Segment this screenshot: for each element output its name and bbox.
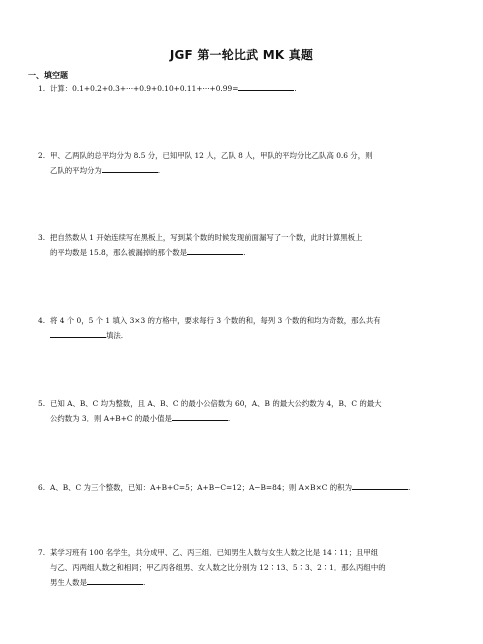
question-text: 将 4 个 0，5 个 1 填入 3×3 的方格中，要求每行 3 个数的和，每列 3 个数的和均为奇数，那么共有 (50, 316, 381, 325)
question-number: 7. (38, 548, 46, 557)
question-suffix: . (142, 578, 146, 587)
answer-blank[interactable] (87, 575, 146, 587)
question-text: 甲、乙两队的总平均分为 8.5 分，已知甲队 12 人，乙队 8 人，甲队的平均分比乙队高 0.6 分，则 (50, 151, 373, 160)
question-4 (38, 313, 448, 343)
answer-blank[interactable] (102, 163, 161, 175)
question-5 (38, 396, 448, 426)
question-text: 的平均数是 15.8，那么被漏掉的那个数是 (50, 248, 188, 257)
document-title: JGF 第一轮比武 MK 真题 (169, 48, 314, 62)
question-text: 把自然数从 1 开始连续写在黑板上，写到某个数的时候发现前面漏写了一个数，此时计算黑板上 (50, 233, 363, 242)
question-suffix: 填法. (106, 331, 124, 340)
question-number: 3. (38, 233, 46, 242)
question-text: 与乙、丙两组人数之和相同；甲乙丙各组男、女人数之比分别为 12∶13、5∶3、2∶1．那么丙组中的 (50, 563, 386, 572)
question-text: 某学习班有 100 名学生，共分成甲、乙、丙三组．已知男生人数与女生人数之比是 14∶11；且甲组 (50, 548, 379, 557)
question-3 (38, 230, 448, 260)
answer-blank[interactable] (352, 480, 411, 492)
question-text: 已知 A、B、C 均为整数，且 A、B、C 的最小公倍数为 60，A、B 的最大公约数为 4，B、C 的最大 (50, 399, 382, 408)
question-number: 6. (38, 483, 46, 492)
question-number: 1. (38, 84, 46, 93)
question-suffix: . (157, 166, 161, 175)
question-2 (38, 148, 448, 178)
question-text: 男生人数是 (50, 578, 87, 587)
question-text: 公约数为 3．则 A+B+C 的最小值是 (50, 414, 172, 423)
question-suffix: . (407, 483, 411, 492)
answer-blank[interactable] (50, 328, 106, 338)
question-6 (38, 480, 448, 495)
answer-blank[interactable] (187, 245, 246, 257)
question-number: 2. (38, 151, 46, 160)
question-suffix: . (227, 414, 231, 423)
answer-blank[interactable] (172, 411, 231, 423)
section-heading: 一、填空题 (28, 71, 68, 80)
question-text: 乙队的平均分为 (50, 166, 102, 175)
question-suffix: . (243, 248, 246, 257)
question-suffix: . (294, 84, 297, 93)
question-text: A、B、C 为三个整数，已知：A+B+C=5；A+B−C=12；A−B=84；则 A×B×C 的积为 (50, 483, 352, 492)
question-1 (38, 81, 448, 96)
question-number: 4. (38, 316, 46, 325)
question-number: 5. (38, 399, 46, 408)
answer-blank[interactable] (238, 81, 297, 93)
question-text: 计算：0.1+0.2+0.3+···+0.9+0.10+0.11+···+0.99= (50, 84, 239, 93)
question-7 (38, 545, 448, 590)
